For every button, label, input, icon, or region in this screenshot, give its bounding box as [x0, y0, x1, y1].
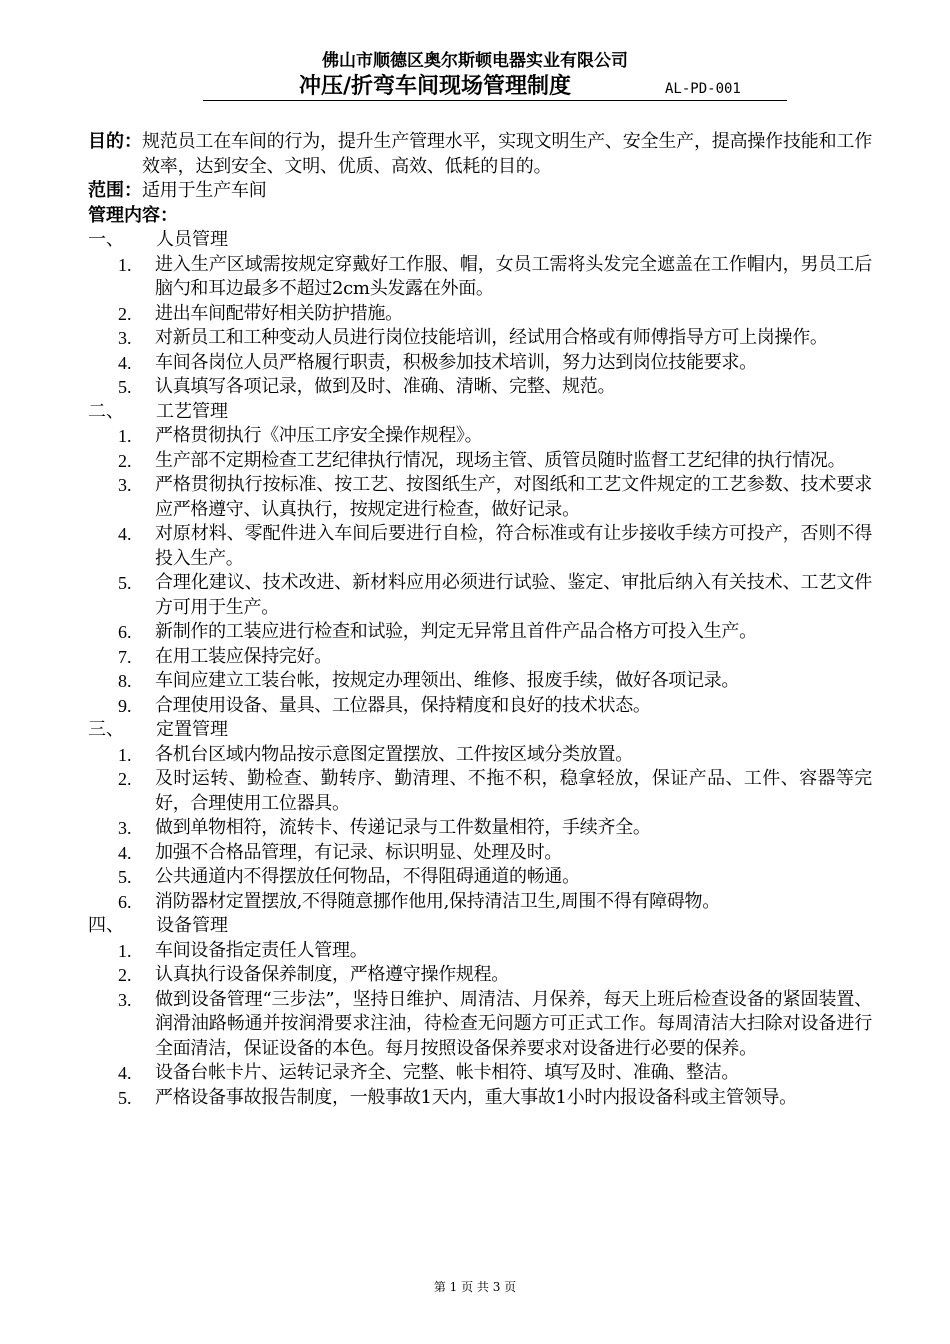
item-text: 认真执行设备保养制度，严格遵守操作规程。 [155, 964, 509, 985]
item-number: 2. [118, 769, 132, 789]
section-number: 四、 [88, 915, 124, 936]
section-number: 三、 [88, 719, 124, 740]
section-title: 设备管理 [156, 915, 228, 936]
list-item [88, 963, 872, 988]
content-heading: 管理内容： [88, 204, 178, 226]
list-item [88, 939, 872, 964]
item-text: 严格贯彻执行按标准、按工艺、按图纸生产，对图纸和工艺文件规定的工艺参数、技术要求应严格遵守、认真执行，按规定进行检查，做好记录。 [155, 474, 872, 520]
page-footer: 第 1 页 共 3 页 [433, 1280, 517, 1294]
list-item [88, 253, 872, 302]
purpose-text: 规范员工在车间的行为，提升生产管理水平，实现文明生产、安全生产，提高操作技能和工作效率，达到安全、文明、优质、高效、低耗的目的。 [142, 131, 872, 177]
item-text: 在用工装应保持完好。 [155, 645, 332, 667]
item-text: 车间设备指定责任人管理。 [155, 939, 368, 961]
item-text: 合理使用设备、量具、工位器具，保持精度和良好的技术状态。 [155, 694, 651, 716]
item-number: 5. [118, 573, 132, 593]
document-title: 冲压/折弯车间现场管理制度 [299, 74, 572, 99]
purpose-paragraph [88, 130, 872, 179]
item-number: 3. [118, 818, 132, 838]
list-item [88, 694, 872, 719]
item-text: 严格贯彻执行《冲压工序安全操作规程》。 [155, 425, 483, 446]
item-number: 5. [118, 377, 132, 397]
title-row [203, 74, 787, 101]
item-number: 1. [118, 744, 132, 765]
item-text: 公共通道内不得摆放任何物品，不得阻碍通道的畅通。 [155, 866, 580, 887]
item-number: 4. [118, 352, 132, 373]
list-item [88, 988, 872, 1062]
list-item [88, 841, 872, 866]
item-text: 车间各岗位人员严格履行职责，积极参加技术培训，努力达到岗位技能要求。 [155, 351, 757, 373]
scope-paragraph [88, 179, 872, 204]
item-text: 做到单物相符，流转卡、传递记录与工件数量相符，手续齐全。 [155, 817, 651, 838]
section-heading [88, 718, 872, 743]
item-number: 1. [118, 254, 132, 275]
document-body [88, 130, 872, 1110]
item-number: 4. [118, 842, 132, 863]
item-text: 车间应建立工装台帐，按规定办理领出、维修、报废手续，做好各项记录。 [155, 670, 740, 691]
list-item [88, 1061, 872, 1086]
list-item [88, 816, 872, 841]
item-number: 4. [118, 1063, 132, 1083]
item-text: 严格设备事故报告制度，一般事故1天内，重大事故1小时内报设备科或主管领导。 [155, 1086, 797, 1108]
item-text: 进入生产区域需按规定穿戴好工作服、帽，女员工需将头发完全遮盖在工作帽内，男员工后脑勺和耳边最多不超过2cm头发露在外面。 [155, 253, 872, 299]
section-number: 一、 [88, 229, 124, 250]
list-item [88, 375, 872, 400]
list-item [88, 473, 872, 522]
item-text: 及时运转、勤检查、勤转序、勤清理、不拖不积，稳拿轻放，保证产品、工件、容器等完好，合理使用工位器具。 [155, 768, 872, 814]
item-text: 进出车间配带好相关防护措施。 [155, 302, 403, 324]
item-number: 1. [118, 940, 132, 961]
list-item [88, 669, 872, 694]
item-number: 7. [118, 646, 132, 667]
list-item [88, 620, 872, 645]
section-heading [88, 400, 872, 425]
scope-label: 范围： [88, 180, 142, 201]
list-item [88, 890, 872, 915]
item-text: 对新员工和工种变动人员进行岗位技能培训，经试用合格或有师傅指导方可上岗操作。 [155, 327, 828, 348]
item-number: 2. [118, 303, 132, 324]
item-number: 4. [118, 524, 132, 544]
list-item [88, 302, 872, 327]
item-text: 各机台区域内物品按示意图定置摆放、工件按区域分类放置。 [155, 743, 633, 765]
list-item [88, 424, 872, 449]
item-text: 认真填写各项记录，做到及时、准确、清晰、完整、规范。 [155, 376, 616, 397]
item-number: 5. [118, 1087, 132, 1108]
section-heading [88, 228, 872, 253]
list-item [88, 351, 872, 376]
list-item [88, 571, 872, 620]
list-item [88, 865, 872, 890]
purpose-label: 目的： [88, 131, 142, 152]
item-number: 8. [118, 671, 132, 691]
item-text: 新制作的工装应进行检查和试验，判定无异常且首件产品合格方可投入生产。 [155, 621, 757, 642]
item-text: 生产部不定期检查工艺纪律执行情况，现场主管、质管员随时监督工艺纪律的执行情况。 [155, 449, 846, 471]
section-number: 二、 [88, 400, 124, 422]
document-code: AL-PD-001 [665, 81, 741, 97]
item-text: 做到设备管理“三步法”，坚持日维护、周清洁、月保养，每天上班后检查设备的紧固装置、润滑油路畅通并按润滑要求注油，待检查无问题方可正式工作。每周清洁大扫除对设备进行全面清洁，保证设备的本色。每月按照设备保养要求对设备进行必要的保养。 [155, 988, 872, 1059]
item-text: 设备台帐卡片、运转记录齐全、完整、帐卡相符、填写及时、准确、整洁。 [155, 1062, 740, 1083]
item-number: 6. [118, 622, 132, 642]
section-title: 人员管理 [156, 229, 228, 250]
list-item [88, 1086, 872, 1111]
item-number: 3. [118, 475, 132, 495]
list-item [88, 449, 872, 474]
item-number: 3. [118, 989, 132, 1010]
item-text: 合理化建议、技术改进、新材料应用必须进行试验、鉴定、审批后纳入有关技术、工艺文件方可用于生产。 [155, 572, 872, 618]
section-heading [88, 914, 872, 939]
sections-container [88, 228, 872, 1110]
list-item [88, 326, 872, 351]
list-item [88, 743, 872, 768]
item-text: 对原材料、零配件进入车间后要进行自检，符合标准或有让步接收手续方可投产，否则不得投入生产。 [155, 523, 872, 569]
item-number: 2. [118, 965, 132, 985]
list-item [88, 767, 872, 816]
item-number: 1. [118, 426, 132, 446]
scope-text: 适用于生产车间 [142, 180, 267, 201]
item-number: 5. [118, 867, 132, 887]
item-number: 9. [118, 695, 132, 716]
list-item [88, 522, 872, 571]
item-text: 消防器材定置摆放,不得随意挪作他用,保持清洁卫生,周围不得有障碍物。 [155, 890, 720, 912]
item-number: 6. [118, 891, 132, 912]
item-number: 2. [118, 450, 132, 471]
section-title: 工艺管理 [156, 400, 228, 422]
item-text: 加强不合格品管理，有记录、标识明显、处理及时。 [155, 841, 563, 863]
list-item [88, 645, 872, 670]
section-title: 定置管理 [156, 719, 228, 740]
company-name: 佛山市顺德区奥尔斯顿电器实业有限公司 [322, 51, 628, 71]
item-number: 3. [118, 328, 132, 348]
